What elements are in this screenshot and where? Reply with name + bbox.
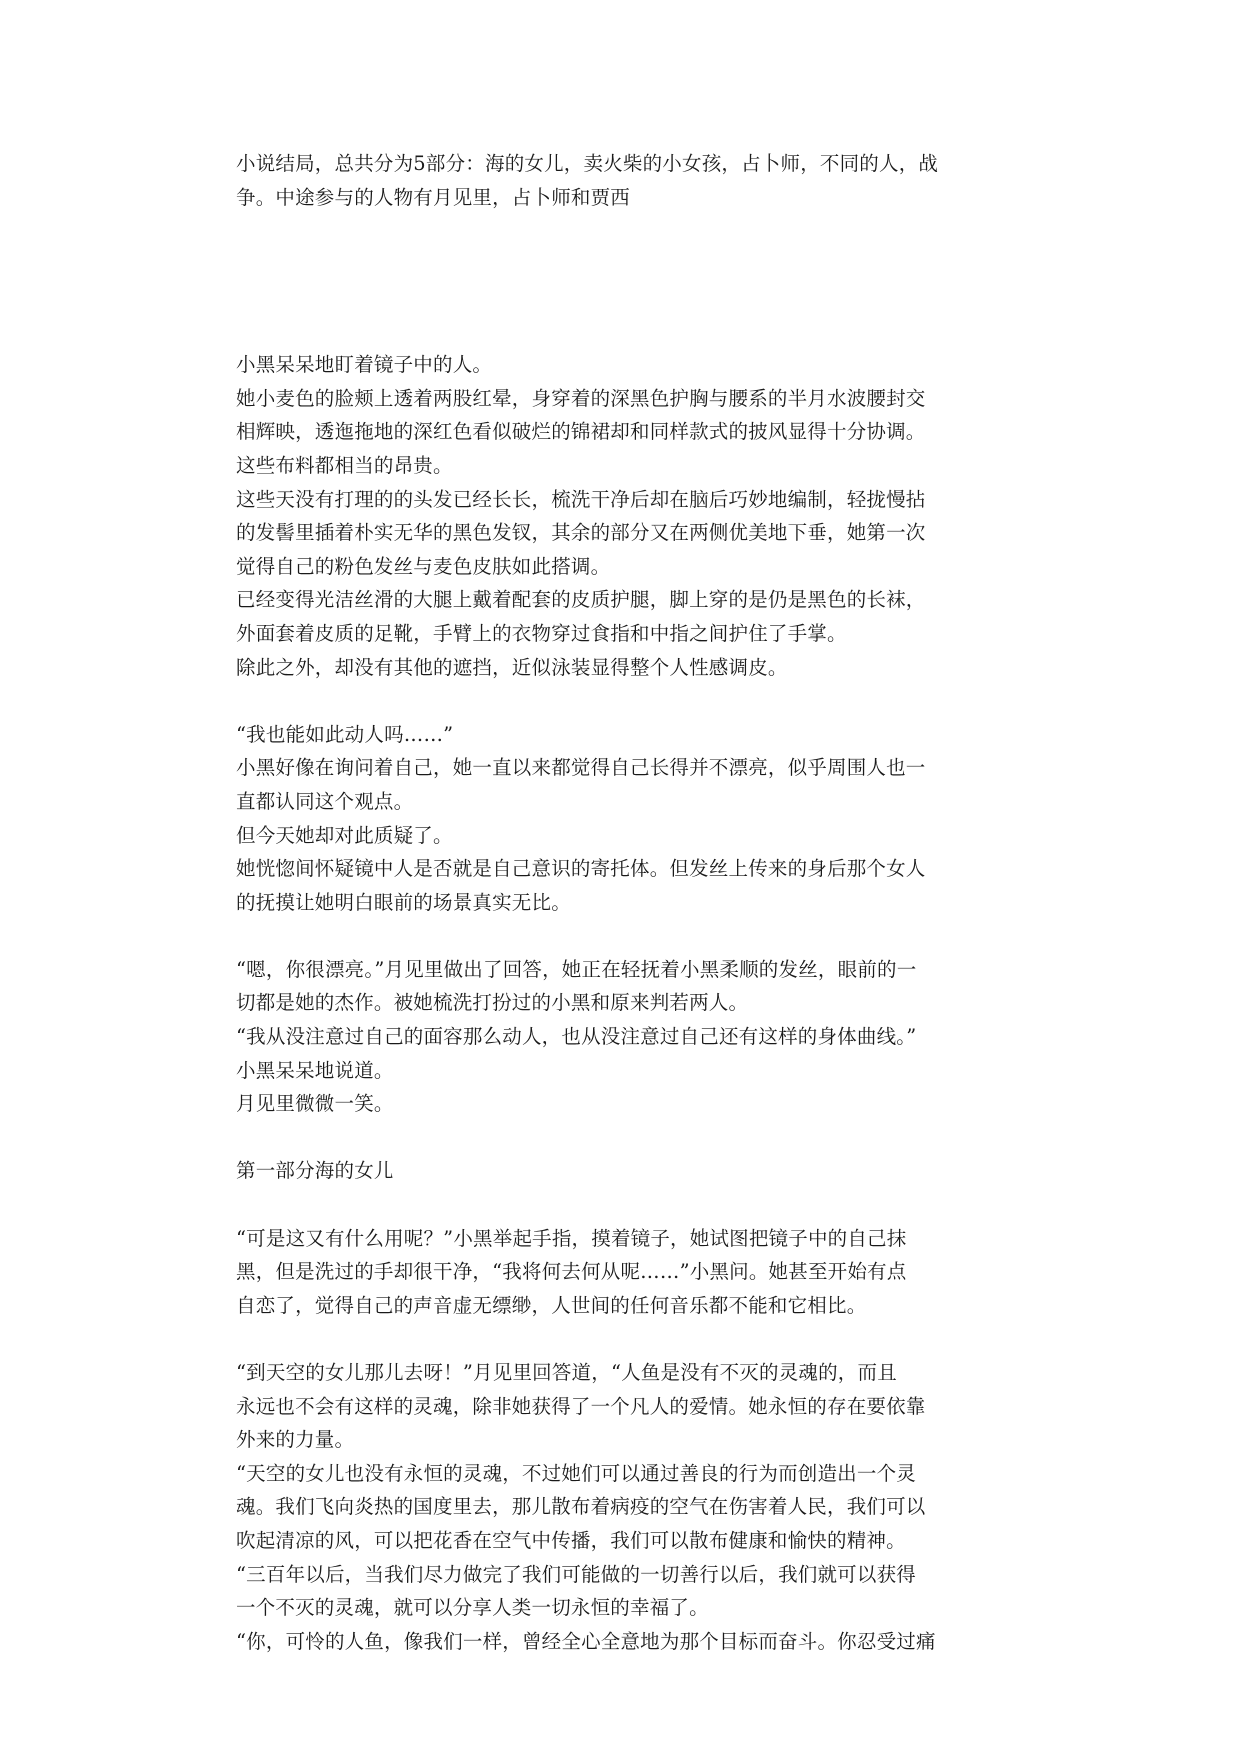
text-line: 小黑呆呆地盯着镜子中的人。 bbox=[236, 353, 493, 377]
intro-paragraph bbox=[236, 147, 1016, 214]
text-line: 相辉映，透迤拖地的深红色看似破烂的锦裙却和同样款式的披风显得十分协调。 bbox=[236, 420, 926, 444]
text-line: 小黑好像在询问着自己，她一直以来都觉得自己长得并不漂亮，似乎周围人也一 bbox=[236, 756, 926, 780]
text-line: 月见里微微一笑。 bbox=[236, 1092, 394, 1116]
text-line: 小黑呆呆地说道。 bbox=[236, 1058, 394, 1082]
text-line: “我也能如此动人吗……” bbox=[236, 722, 454, 746]
section-answer bbox=[236, 953, 1016, 1121]
text-line: 她恍惚间怀疑镜中人是否就是自己意识的寄托体。但发丝上传来的身后那个女人 bbox=[236, 857, 926, 881]
text-line: “可是这又有什么用呢？”小黑举起手指，摸着镜子，她试图把镜子中的自己抹 bbox=[236, 1226, 907, 1250]
text-line: 吹起清凉的风，可以把花香在空气中传播，我们可以散布健康和愉快的精神。 bbox=[236, 1528, 906, 1552]
section-mirror bbox=[236, 348, 1016, 684]
text-line: 但今天她却对此质疑了。 bbox=[236, 823, 453, 847]
text-line: 一个不灭的灵魂，就可以分享人类一切永恒的幸福了。 bbox=[236, 1596, 709, 1620]
text-line: 黑，但是洗过的手却很干净，“我将何去何从呢……”小黑问。她甚至开始有点 bbox=[236, 1260, 907, 1284]
text-line: 除此之外，却没有其他的遮挡，近似泳装显得整个人性感调皮。 bbox=[236, 655, 788, 679]
text-line: 这些布料都相当的昂贵。 bbox=[236, 453, 453, 477]
text-line: “到天空的女儿那儿去呀！”月见里回答道，“人鱼是没有不灭的灵魂的，而且 bbox=[236, 1361, 897, 1384]
text-line: “我从没注意过自己的面容那么动人，也从没注意过自己还有这样的身体曲线。” bbox=[236, 1025, 917, 1049]
text-line: 这些天没有打理的的头发已经长长，梳洗干净后却在脑后巧妙地编制，轻拢慢拈 bbox=[236, 487, 926, 511]
document-body bbox=[236, 147, 1016, 1658]
section-daughters-of-air bbox=[236, 1356, 1016, 1658]
text-line: 争。中途参与的人物有月见里，占卜师和贾西 bbox=[236, 185, 631, 209]
text-line: 的抚摸让她明白眼前的场景真实无比。 bbox=[236, 890, 571, 914]
text-line: 她小麦色的脸颊上透着两股红晕，身穿着的深黑色护胸与腰系的半月水波腰封交 bbox=[236, 386, 926, 410]
text-line: 已经变得光洁丝滑的大腿上戴着配套的皮质护腿，脚上穿的是仍是黑色的长袜， bbox=[236, 588, 926, 612]
text-line: 永远也不会有这样的灵魂，除非她获得了一个凡人的爱情。她永恒的存在要依靠 bbox=[236, 1394, 926, 1418]
text-line: 外面套着皮质的足靴，手臂上的衣物穿过食指和中指之间护住了手掌。 bbox=[236, 621, 847, 645]
text-line: 切都是她的杰作。被她梳洗打扮过的小黑和原来判若两人。 bbox=[236, 991, 749, 1015]
text-line: 直都认同这个观点。 bbox=[236, 789, 414, 813]
text-line: 魂。我们飞向炎热的国度里去，那儿散布着病疫的空气在伤害着人民，我们可以 bbox=[236, 1495, 926, 1519]
section-touch-mirror bbox=[236, 1222, 1016, 1323]
text-line: 小说结局，总共分为5部分：海的女儿，卖火柴的小女孩，占卜师，不同的人，战 bbox=[236, 152, 939, 175]
text-line: 自恋了，觉得自己的声音虚无缥缈，人世间的任何音乐都不能和它相比。 bbox=[236, 1293, 867, 1317]
section-heading: 第一部分海的女儿 bbox=[236, 1159, 394, 1183]
text-line: “三百年以后，当我们尽力做完了我们可能做的一切善行以后，我们就可以获得 bbox=[236, 1562, 916, 1586]
section-question bbox=[236, 718, 1016, 920]
text-line: 外来的力量。 bbox=[236, 1428, 355, 1452]
text-line: “天空的女儿也没有永恒的灵魂，不过她们可以通过善良的行为而创造出一个灵 bbox=[236, 1461, 916, 1485]
text-line: “嗯，你很漂亮。”月见里做出了回答，她正在轻抚着小黑柔顺的发丝，眼前的一 bbox=[236, 957, 917, 981]
text-line: “你，可怜的人鱼，像我们一样，曾经全心全意地为那个目标而奋斗。你忍受过痛 bbox=[236, 1629, 936, 1653]
text-line: 觉得自己的粉色发丝与麦色皮肤如此搭调。 bbox=[236, 554, 611, 578]
text-line: 的发髻里插着朴实无华的黑色发钗，其余的部分又在两侧优美地下垂，她第一次 bbox=[236, 521, 926, 545]
